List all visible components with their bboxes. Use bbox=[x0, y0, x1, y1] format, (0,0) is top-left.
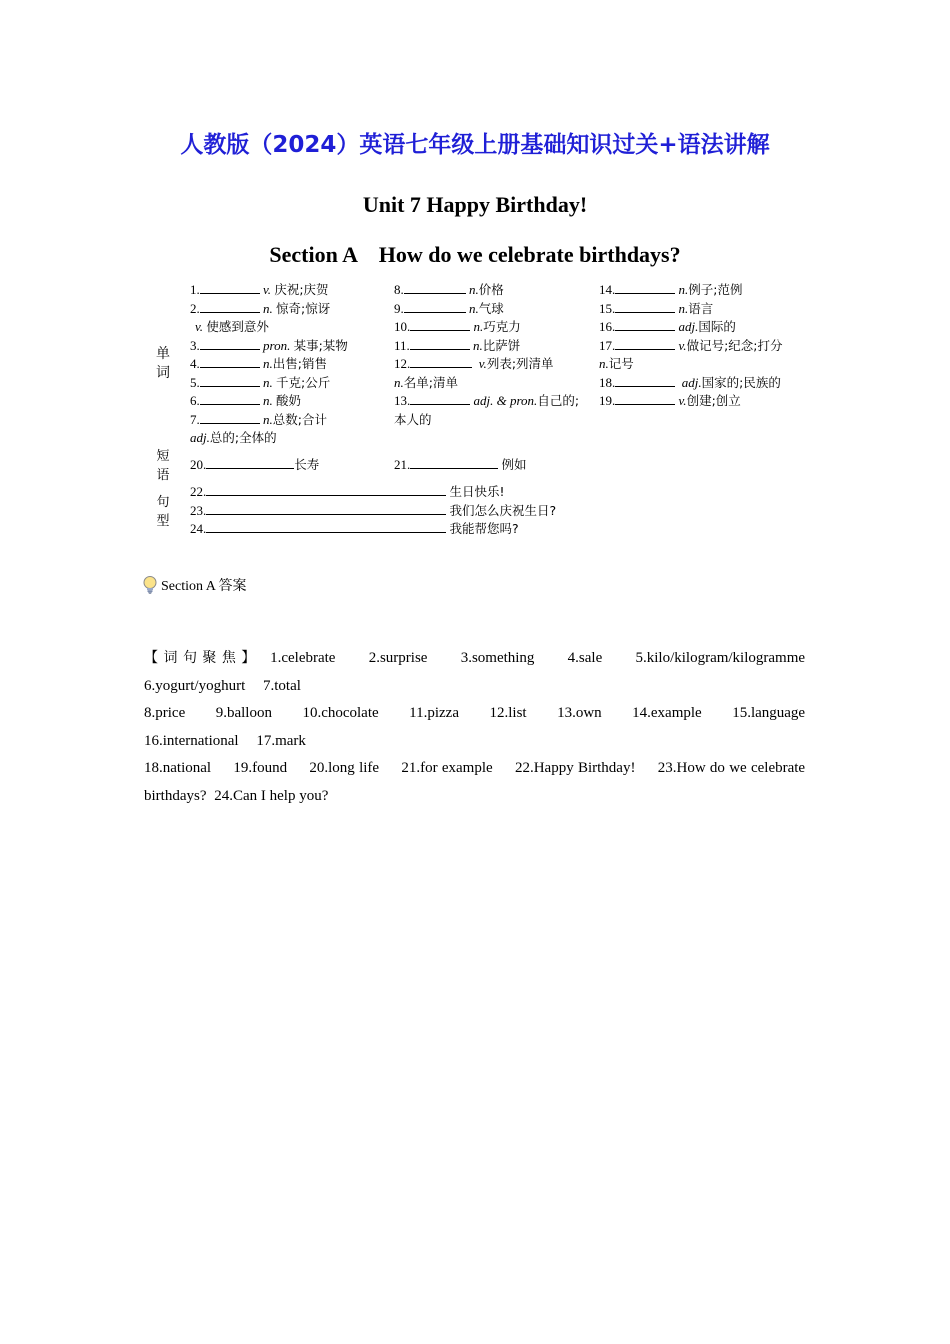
answer-item: 16.international bbox=[144, 732, 239, 749]
answer-item: 2.surprise bbox=[368, 650, 428, 666]
answer-item: 3.something bbox=[460, 650, 535, 666]
vocab-item: 本人的 bbox=[394, 411, 432, 427]
answer-item: 15.language bbox=[732, 705, 806, 721]
vocab-item: n.记号 bbox=[599, 356, 634, 371]
vocab-item: 9. n.气球 bbox=[394, 300, 504, 316]
vocab-item: 4. n.出售;销售 bbox=[190, 356, 327, 371]
vocab-item: 18. adj.国家的;民族的 bbox=[599, 374, 781, 390]
answer-item: 20.long life bbox=[309, 760, 380, 776]
answer-list bbox=[144, 645, 805, 810]
vocab-item: 19. v.创建;创立 bbox=[599, 393, 741, 408]
answer-item: 11.pizza bbox=[409, 705, 459, 721]
vocab-item: 10. n.巧克力 bbox=[394, 319, 521, 334]
answer-section-heading: Section A 答案 bbox=[142, 575, 247, 595]
lightbulb-icon bbox=[142, 575, 158, 595]
answer-item: 10.chocolate bbox=[302, 705, 379, 721]
vocab-item: v. 使感到意外 bbox=[195, 319, 269, 334]
page-title: 人教版（2024）英语七年级上册基础知识过关+语法讲解 bbox=[180, 132, 770, 158]
phrase-item-21: 21. 例如 bbox=[394, 457, 527, 472]
sentence-item: 23. 我们怎么庆祝生日? bbox=[190, 502, 557, 518]
unit-title: Unit 7 Happy Birthday! bbox=[362, 192, 588, 217]
vocab-column-2 bbox=[394, 281, 589, 429]
sentence-side-label: 句 型 bbox=[156, 495, 170, 529]
answer-item: 17.mark bbox=[256, 732, 306, 749]
vocab-item: 1. v. 庆祝;庆贺 bbox=[190, 282, 329, 297]
answer-item: 14.example bbox=[632, 705, 702, 721]
answer-item: 7.total bbox=[263, 677, 301, 694]
vocab-item: 12. v.列表;列清单 bbox=[394, 356, 554, 371]
sentence-item: 24. 我能帮您吗? bbox=[190, 521, 519, 536]
vocab-column-1 bbox=[190, 281, 380, 448]
vocab-item: 11. n.比萨饼 bbox=[394, 337, 521, 353]
answer-item: 1.celebrate bbox=[270, 650, 336, 666]
answer-item: 24.Can I help you? bbox=[214, 787, 329, 804]
phrase-item-20: 20. 长寿 bbox=[190, 457, 320, 472]
vocab-item: 8. n.价格 bbox=[394, 282, 504, 297]
vocab-side-label: 单 词 bbox=[156, 346, 170, 381]
answer-item: 13.own bbox=[557, 705, 602, 721]
answer-item: 23.How do we celebrate birthdays? bbox=[144, 760, 806, 804]
answer-item: 8.price bbox=[144, 705, 186, 721]
answer-item: 5.kilo/kilogram/kilogramme bbox=[635, 650, 806, 666]
answer-item: 12.list bbox=[489, 705, 527, 721]
sentence-list bbox=[190, 483, 556, 539]
vocab-item: n.名单;清单 bbox=[394, 374, 458, 390]
answer-label: 【词句聚焦】 bbox=[144, 650, 261, 666]
vocab-item: adj.总的;全体的 bbox=[190, 430, 277, 445]
answer-item: 9.balloon bbox=[215, 705, 272, 721]
vocab-item: 2. n. 惊奇;惊讶 bbox=[190, 300, 331, 316]
vocab-item: 15. n.语言 bbox=[599, 300, 714, 316]
answer-item: 21.for example bbox=[401, 760, 493, 776]
answer-item: 4.sale bbox=[567, 650, 603, 666]
vocab-item: 6. n. 酸奶 bbox=[190, 393, 302, 408]
vocab-item: 14. n.例子;范例 bbox=[599, 282, 743, 297]
vocab-item: 13. adj. & pron.自己的; bbox=[394, 393, 580, 408]
section-title: Section A How do we celebrate birthdays? bbox=[269, 242, 681, 267]
vocab-item: 17. v.做记号;纪念;打分 bbox=[599, 337, 783, 353]
sentence-item: 22. 生日快乐! bbox=[190, 484, 505, 499]
answer-item: 6.yogurt/yoghurt bbox=[144, 677, 246, 694]
vocab-item: 3. pron. 某事;某物 bbox=[190, 337, 348, 353]
answer-item: 22.Happy Birthday! bbox=[514, 760, 636, 776]
vocab-item: 7. n.总数;合计 bbox=[190, 411, 327, 427]
vocab-item: 16. adj.国际的 bbox=[599, 319, 736, 334]
answer-item: 19.found bbox=[233, 760, 288, 776]
vocab-item: 5. n. 千克;公斤 bbox=[190, 374, 331, 390]
vocab-column-3 bbox=[599, 281, 804, 411]
phrase-side-label: 短 语 bbox=[156, 449, 170, 483]
answer-item: 18.national bbox=[144, 760, 212, 776]
